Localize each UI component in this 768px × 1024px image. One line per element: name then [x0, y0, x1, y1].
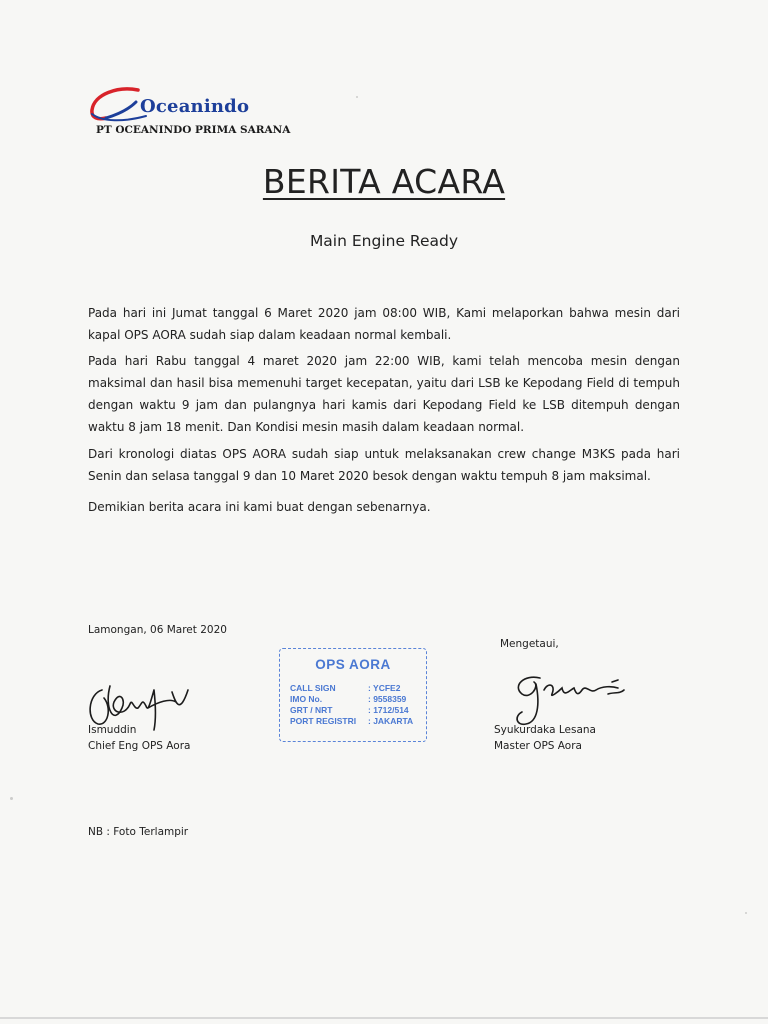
logo-swoosh-icon	[88, 84, 148, 128]
ship-stamp	[279, 648, 427, 742]
stamp-value: : 1712/514	[368, 705, 409, 715]
paragraph-2: Pada hari Rabu tanggal 4 maret 2020 jam 22:00 WIB, kami telah mencoba mesin dengan maksimal dan hasil bisa memenuhi target kecepatan, yaitu dari LSB ke Kepodang Field di tempuh dengan waktu 9 jam dan pulangnya hari kamis dari Kepodang Field ke LSB ditempuh dengan waktu 8 jam 18 menit. Dan Kondisi mesin masih dalam keadaan normal.	[88, 354, 680, 434]
paragraph-4: Demikian berita acara ini kami buat dengan sebenarnya.	[88, 500, 431, 514]
stamp-key: IMO No.	[290, 694, 323, 704]
note: NB : Foto Terlampir	[88, 826, 189, 838]
scan-speck	[356, 96, 358, 98]
document-subtitle: Main Engine Ready	[309, 232, 459, 250]
company-logo	[88, 84, 291, 140]
scan-speck	[745, 912, 747, 914]
left-signer-role: Chief Eng OPS Aora	[88, 740, 191, 752]
paragraph-3: Dari kronologi diatas OPS AORA sudah siap untuk melaksanakan crew change M3KS pada hari Senin dan selasa tanggal 9 dan 10 Maret 2020 besok dengan waktu tempuh 8 jam maksimal.	[88, 447, 680, 483]
stamp-row	[290, 694, 406, 704]
stamp-row	[290, 683, 400, 693]
acknowledged-label: Mengetaui,	[500, 638, 559, 650]
company-name: PT OCEANINDO PRIMA SARANA	[96, 124, 291, 136]
stamp-title: OPS AORA	[315, 657, 391, 672]
document-title-text: BERITA ACARA	[262, 162, 506, 201]
stamp-value: : JAKARTA	[368, 716, 414, 726]
document-title	[0, 162, 768, 201]
logo-wordmark: Oceanindo	[140, 96, 250, 117]
stamp-key: CALL SIGN	[290, 683, 336, 693]
place-date: Lamongan, 06 Maret 2020	[88, 624, 227, 636]
stamp-row	[290, 705, 409, 715]
left-signer-name: Ismuddin	[88, 724, 137, 736]
stamp-row	[290, 716, 413, 726]
right-signer-role: Master OPS Aora	[494, 740, 582, 752]
right-signer-name: Syukurdaka Lesana	[494, 724, 596, 736]
paragraph-1: Pada hari ini Jumat tanggal 6 Maret 2020 jam 08:00 WIB, Kami melaporkan bahwa mesin dari kapal OPS AORA sudah siap dalam keadaan normal kembali.	[88, 306, 680, 342]
scan-speck	[10, 797, 13, 800]
stamp-value: : YCFE2	[368, 683, 401, 693]
page-edge	[0, 1017, 768, 1019]
stamp-value: : 9558359	[368, 694, 407, 704]
stamp-key: PORT REGISTRI	[290, 716, 357, 726]
stamp-key: GRT / NRT	[290, 705, 333, 715]
